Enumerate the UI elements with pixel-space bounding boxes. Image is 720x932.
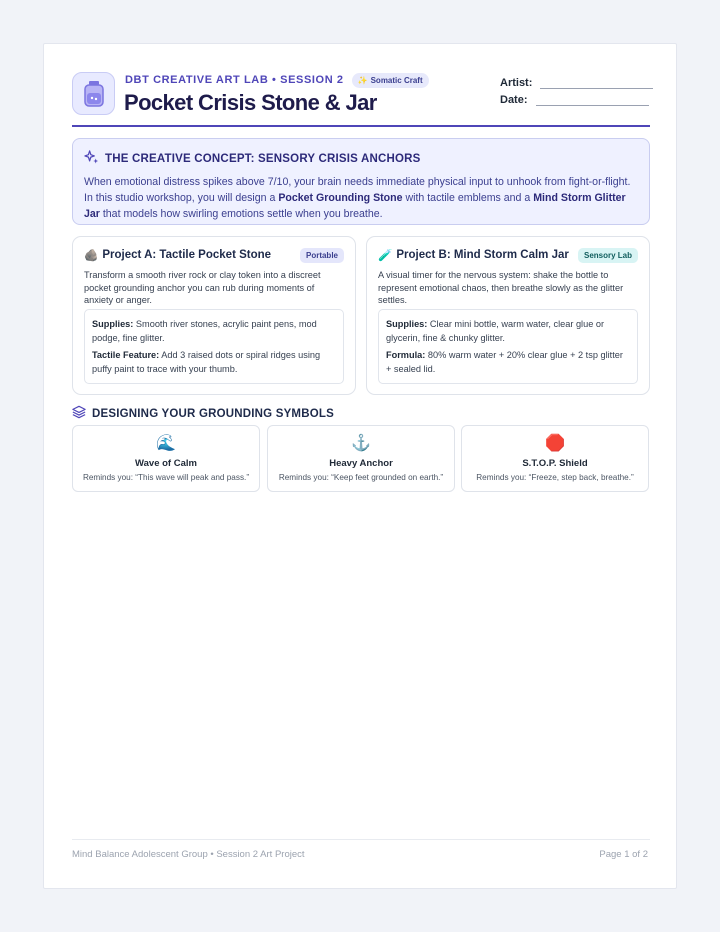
symbols-heading <box>72 405 334 422</box>
date-field[interactable] <box>500 94 649 106</box>
sparkle-icon: ✨ <box>357 75 368 85</box>
tag-label: Somatic Craft <box>370 75 423 85</box>
project-b-supplies: Clear mini bottle, warm water, clear glue or glycerin, fine & chunky glitter. <box>386 319 605 343</box>
concept-title: THE CREATIVE CONCEPT: SENSORY CRISIS ANCHORS <box>105 153 421 165</box>
layers-icon <box>72 405 86 422</box>
stop-sign-icon: 🛑 <box>545 435 565 452</box>
worksheet-page <box>43 43 677 889</box>
formula-label: Formula: <box>386 350 426 360</box>
concept-bold-jar: Mind Storm Glitter Jar <box>84 192 626 220</box>
date-label: Date: <box>500 94 528 106</box>
concept-bold-stone: Pocket Grounding Stone <box>278 192 403 204</box>
project-a-supplies: Smooth river stones, acrylic paint pens, mod podge, fine glitter. <box>92 319 317 343</box>
symbol-name: Wave of Calm <box>135 458 197 469</box>
project-b-formula: 80% warm water + 20% clear glue + 2 tsp glitter + sealed lid. <box>386 350 623 374</box>
symbol-reminder: Reminds you: “Freeze, step back, breathe.” <box>476 473 634 482</box>
symbols-title: DESIGNING YOUR GROUNDING SYMBOLS <box>92 407 334 420</box>
symbol-name: Heavy Anchor <box>329 458 393 469</box>
wave-icon: 🌊 <box>156 435 176 452</box>
project-a-feature: Add 3 raised dots or spiral ridges using puffy paint to trace with your thumb. <box>92 350 321 374</box>
supplies-label: Supplies: <box>386 319 428 329</box>
concept-text-3: that models how swirling emotions settle when you breathe. <box>99 208 383 220</box>
header <box>72 72 650 128</box>
artist-field[interactable] <box>500 77 653 89</box>
portable-badge: Portable <box>300 248 344 263</box>
sensory-lab-badge: Sensory Lab <box>578 248 638 263</box>
concept-callout <box>72 138 650 225</box>
project-b-description: A visual timer for the nervous system: shake the bottle to represent emotional chaos, then breathe slowly as the glitter settles. <box>378 270 624 305</box>
jar-logo-icon <box>72 72 115 115</box>
footer-group-name: Mind Balance Adolescent Group • Session 2 Art Project <box>72 849 305 860</box>
symbol-card-anchor <box>267 425 455 492</box>
project-a-title: Project A: Tactile Pocket Stone <box>102 249 272 261</box>
test-tube-icon: 🧪 <box>378 250 393 262</box>
symbol-card-stop <box>461 425 649 492</box>
page-title: Pocket Crisis Stone & Jar <box>124 90 377 115</box>
project-a-description: Transform a smooth river rock or clay token into a discreet pocket grounding anchor you can rub during moments of anxiety or anger. <box>84 270 321 305</box>
somatic-craft-tag <box>352 73 429 88</box>
artist-input-line[interactable] <box>540 79 653 89</box>
header-divider <box>72 125 650 127</box>
concept-body <box>84 174 638 222</box>
tactile-feature-label: Tactile Feature: <box>92 350 160 360</box>
page-number: Page 1 of 2 <box>599 849 648 860</box>
date-input-line[interactable] <box>536 96 649 106</box>
rock-icon: 🪨 <box>84 250 99 262</box>
concept-text-1: When emotional distress spikes above 7/10, your brain needs immediate physical input to unhook from fight-or-flight. In this studio workshop, you will design a <box>84 176 631 204</box>
project-a-details <box>84 309 344 384</box>
project-b-title: Project B: Mind Storm Calm Jar <box>396 249 569 261</box>
footer-divider <box>72 839 650 840</box>
project-b-card <box>366 236 650 395</box>
project-b-details <box>378 309 638 384</box>
anchor-icon: ⚓ <box>351 435 371 452</box>
project-a-card <box>72 236 356 395</box>
symbol-name: S.T.O.P. Shield <box>522 458 588 469</box>
artist-label: Artist: <box>500 77 533 89</box>
sparkles-icon <box>84 150 99 168</box>
symbol-card-wave <box>72 425 260 492</box>
concept-text-2: with tactile emblems and a <box>402 192 534 204</box>
session-kicker: DBT CREATIVE ART LAB • SESSION 2 <box>125 74 344 86</box>
symbol-reminder: Reminds you: “Keep feet grounded on earth.” <box>278 473 444 482</box>
symbol-reminder: Reminds you: “This wave will peak and pass.” <box>82 473 250 482</box>
supplies-label: Supplies: <box>92 319 134 329</box>
